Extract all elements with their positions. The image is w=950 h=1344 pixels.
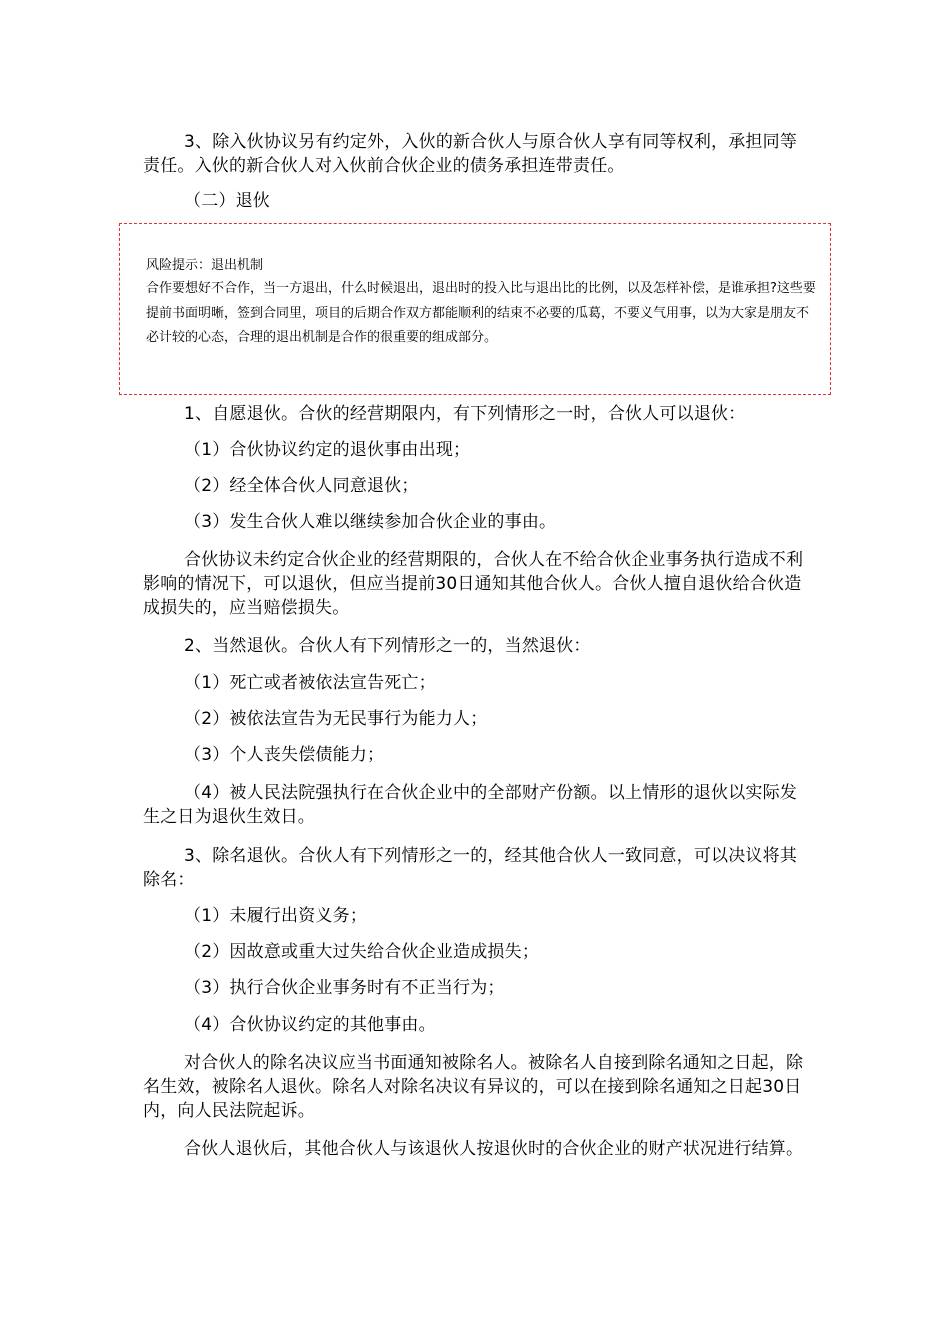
list-item: （3）个人丧失偿债能力； [184, 745, 385, 765]
list-item: （1）合伙协议约定的退伙事由出现； [184, 440, 471, 460]
list-item: （4）被人民法院强执行在合伙企业中的全部财产份额。以上情形的退伙以实际发生之日为退伙生效日。 [143, 783, 798, 827]
list-item: （2）被依法宣告为无民事行为能力人； [184, 709, 488, 729]
paragraph-expulsion-notice: 对合伙人的除名决议应当书面通知被除名人。被除名人自接到除名通知之日起，除名生效，被除名人退伙。除名人对除名决议有异议的，可以在接到除名通知之日起30日内，向人民法院起诉。 [143, 1053, 804, 1121]
list-item: （3）执行合伙企业事务时有不正当行为； [184, 978, 505, 998]
paragraph-admission-rights: 3、除入伙协议另有约定外，入伙的新合伙人与原合伙人享有同等权利，承担同等责任。入伙的新合伙人对入伙前合伙企业的债务承担连带责任。 [143, 132, 798, 176]
list-item: （4）合伙协议约定的其他事由。 [184, 1015, 436, 1035]
risk-warning-title: 风险提示：退出机制 [146, 258, 264, 273]
risk-warning-body: 合作要想好不合作，当一方退出，什么时候退出，退出时的投入比与退出比的比例，以及怎样补偿，是谁承担?这些要提前书面明晰，签到合同里，项目的后期合作双方都能顺利的结束不必要的瓜葛，不要义气用事，以为大家是朋友不必计较的心态，合理的退出机制是合作的很重要的组成部分。 [146, 281, 816, 345]
risk-warning-box [119, 223, 831, 395]
list-item: （2）经全体合伙人同意退伙； [184, 476, 419, 496]
paragraph-voluntary-withdrawal: 1、自愿退伙。合伙的经营期限内，有下列情形之一时，合伙人可以退伙： [184, 404, 746, 424]
list-item: （1）未履行出资义务； [184, 906, 368, 926]
list-item: （2）因故意或重大过失给合伙企业造成损失； [184, 942, 540, 962]
list-item: （3）发生合伙人难以继续参加合伙企业的事由。 [184, 512, 557, 532]
list-item: （1）死亡或者被依法宣告死亡； [184, 673, 436, 693]
paragraph-settlement: 合伙人退伙后，其他合伙人与该退伙人按退伙时的合伙企业的财产状况进行结算。 [184, 1139, 804, 1159]
section-heading-withdrawal: （二）退伙 [184, 191, 270, 211]
paragraph-expulsion: 3、除名退伙。合伙人有下列情形之一的，经其他合伙人一致同意，可以决议将其除名： [143, 846, 798, 890]
paragraph-no-term-withdrawal: 合伙协议未约定合伙企业的经营期限的，合伙人在不给合伙企业事务执行造成不利影响的情况下，可以退伙，但应当提前30日通知其他合伙人。合伙人擅自退伙给合伙造成损失的，应当赔偿损失。 [143, 550, 804, 618]
paragraph-automatic-withdrawal: 2、当然退伙。合伙人有下列情形之一的，当然退伙： [184, 636, 591, 656]
